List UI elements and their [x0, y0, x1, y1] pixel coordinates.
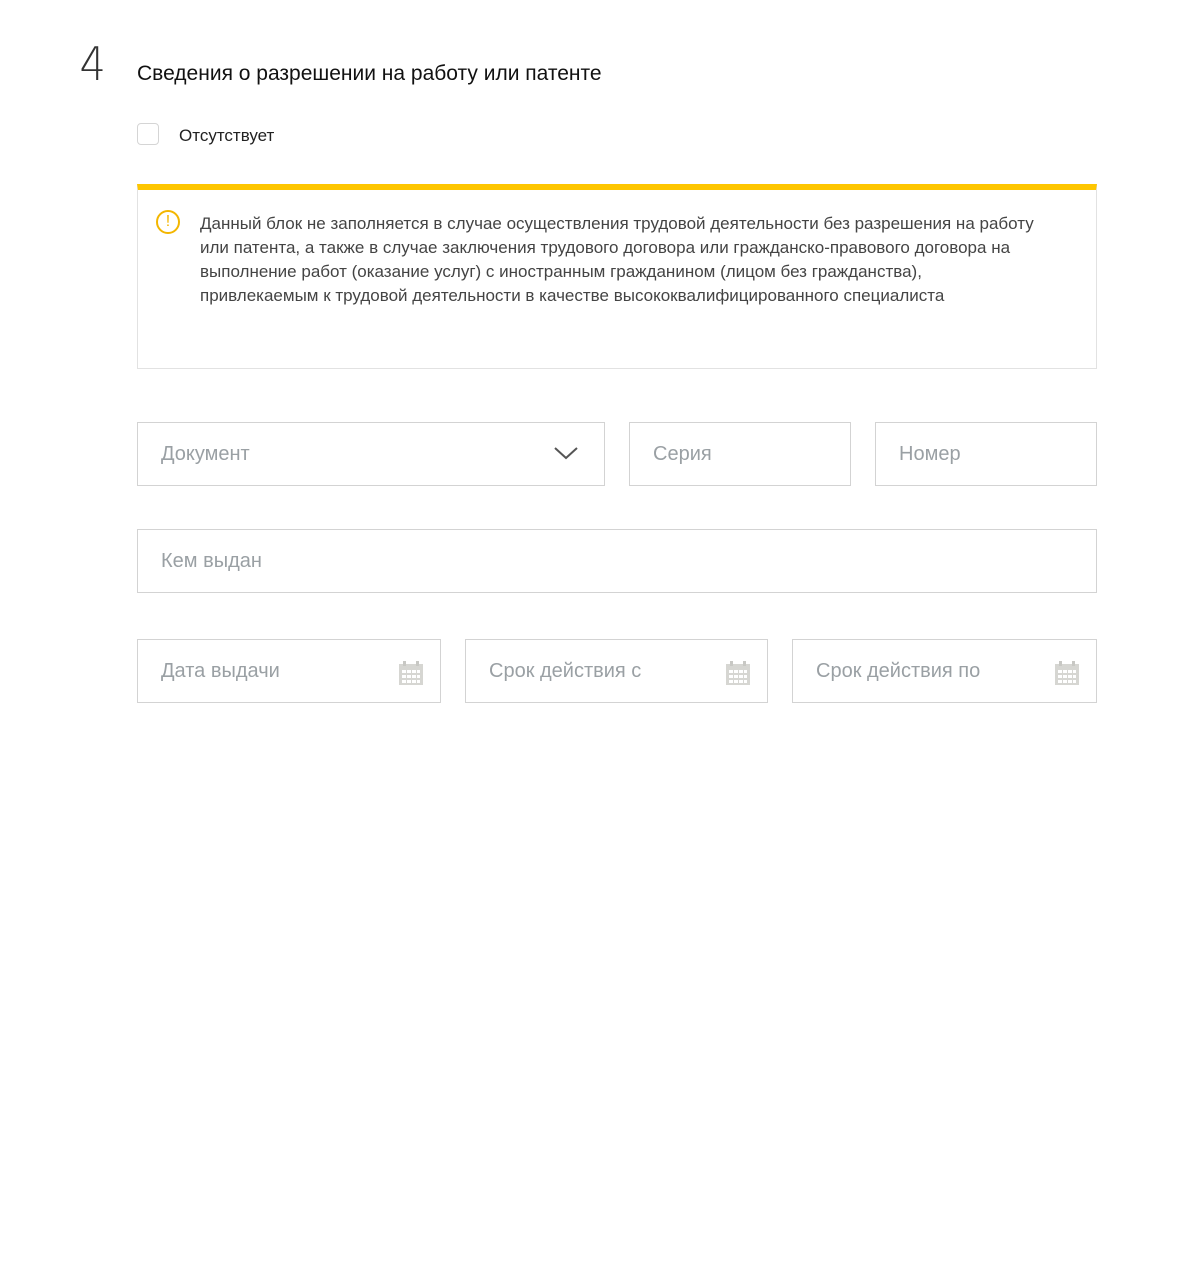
- valid-from-placeholder: Срок действия с: [489, 660, 642, 682]
- valid-to-input[interactable]: [792, 639, 1097, 703]
- chevron-down-icon: [554, 445, 578, 461]
- valid-from-input[interactable]: [465, 639, 768, 703]
- calendar-icon[interactable]: [1054, 660, 1080, 686]
- warning-circle-icon: !: [156, 210, 180, 234]
- document-select[interactable]: [137, 422, 605, 486]
- issue-date-placeholder: Дата выдачи: [161, 660, 280, 682]
- absent-checkbox-label[interactable]: Отсутствует: [179, 126, 275, 145]
- section-title: Сведения о разрешении на работу или патенте: [137, 62, 602, 85]
- series-placeholder: Серия: [653, 443, 712, 465]
- document-placeholder: Документ: [161, 443, 250, 465]
- step-number: 4: [79, 37, 106, 91]
- issued-by-input[interactable]: [137, 529, 1097, 593]
- number-placeholder: Номер: [899, 443, 961, 465]
- issued-by-placeholder: Кем выдан: [161, 550, 262, 572]
- series-input[interactable]: [629, 422, 851, 486]
- notice-text: Данный блок не заполняется в случае осуществления трудовой деятельности без разрешения на работу или патента, а также в случае заключения трудового договора или гражданско-правового договора на выполнение работ (оказание услуг) с иностранным гражданином (лицом без гражданства), привлекаемым к трудовой деятельности в качестве высококвалифицированного специалиста: [200, 214, 1034, 305]
- absent-checkbox[interactable]: [137, 123, 159, 145]
- number-input[interactable]: [875, 422, 1097, 486]
- calendar-icon[interactable]: [725, 660, 751, 686]
- issue-date-input[interactable]: [137, 639, 441, 703]
- notice-box: [137, 184, 1097, 369]
- valid-to-placeholder: Срок действия по: [816, 660, 981, 682]
- calendar-icon[interactable]: [398, 660, 424, 686]
